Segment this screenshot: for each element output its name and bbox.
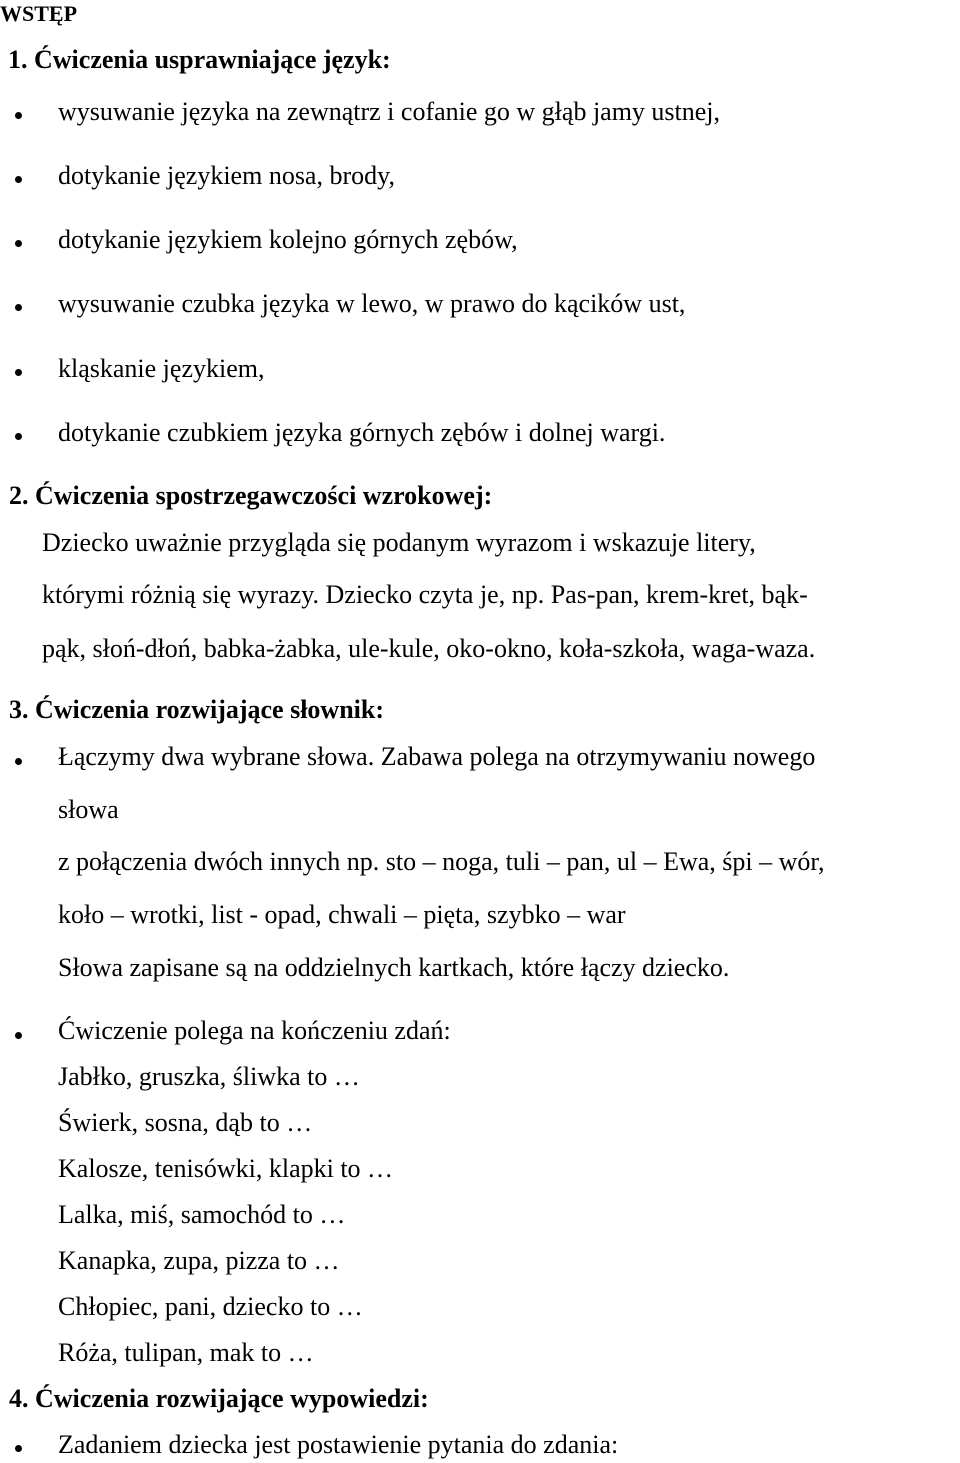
paragraph-line: Dziecko uważnie przygląda się podanym wyrazom i wskazuje litery,: [42, 528, 756, 557]
page-heading: WSTĘP: [0, 1, 78, 26]
list-item: dotykanie językiem nosa, brody,: [58, 161, 395, 190]
list-item: dotykanie językiem kolejno górnych zębów,: [58, 225, 518, 254]
list-item-line: słowa: [58, 795, 119, 824]
list-item: dotykanie czubkiem języka górnych zębów i dolnej wargi.: [58, 418, 666, 447]
list-item-line: koło – wrotki, list - opad, chwali – pięta, szybko – war: [58, 900, 626, 929]
list-item-line: Łączymy dwa wybrane słowa. Zabawa polega na otrzymywaniu nowego: [58, 742, 816, 771]
bullet-icon: [15, 433, 22, 440]
sentence-line: Kalosze, tenisówki, klapki to …: [58, 1154, 394, 1183]
bullet-icon: [15, 758, 22, 765]
list-item: wysuwanie języka na zewnątrz i cofanie go w głąb jamy ustnej,: [58, 97, 721, 126]
paragraph-line: pąk, słoń-dłoń, babka-żabka, ule-kule, oko-okno, koła-szkoła, waga-waza.: [42, 634, 816, 663]
bullet-icon: [15, 112, 22, 119]
sentence-line: Świerk, sosna, dąb to …: [58, 1108, 313, 1137]
bullet-icon: [15, 1032, 22, 1039]
sentence-line: Kanapka, zupa, pizza to …: [58, 1246, 340, 1275]
bullet-icon: [15, 369, 22, 376]
paragraph-line: którymi różnią się wyrazy. Dziecko czyta je, np. Pas-pan, krem-kret, bąk-: [42, 580, 808, 609]
bullet-icon: [15, 1445, 22, 1452]
bullet-icon: [15, 240, 22, 247]
list-item: kląskanie językiem,: [58, 354, 265, 383]
sentence-line: Róża, tulipan, mak to …: [58, 1338, 314, 1367]
section-3-title: 3. Ćwiczenia rozwijające słownik:: [9, 695, 385, 724]
section-2-title: 2. Ćwiczenia spostrzegawczości wzrokowej:: [9, 481, 493, 510]
sentence-line: Lalka, miś, samochód to …: [58, 1200, 346, 1229]
list-item: Zadaniem dziecka jest postawienie pytania do zdania:: [58, 1430, 619, 1459]
bullet-icon: [15, 304, 22, 311]
bullet-icon: [15, 176, 22, 183]
sentence-line: Jabłko, gruszka, śliwka to …: [58, 1062, 360, 1091]
list-item: wysuwanie czubka języka w lewo, w prawo do kącików ust,: [58, 289, 686, 318]
section-4-title: 4. Ćwiczenia rozwijające wypowiedzi:: [9, 1384, 429, 1413]
list-item-line: Ćwiczenie polega na kończeniu zdań:: [58, 1016, 451, 1045]
section-1-title: 1. Ćwiczenia usprawniające język:: [8, 45, 391, 74]
list-item-line: Słowa zapisane są na oddzielnych kartkach, które łączy dziecko.: [58, 953, 730, 982]
sentence-line: Chłopiec, pani, dziecko to …: [58, 1292, 363, 1321]
list-item-line: z połączenia dwóch innych np. sto – noga, tuli – pan, ul – Ewa, śpi – wór,: [58, 847, 825, 876]
